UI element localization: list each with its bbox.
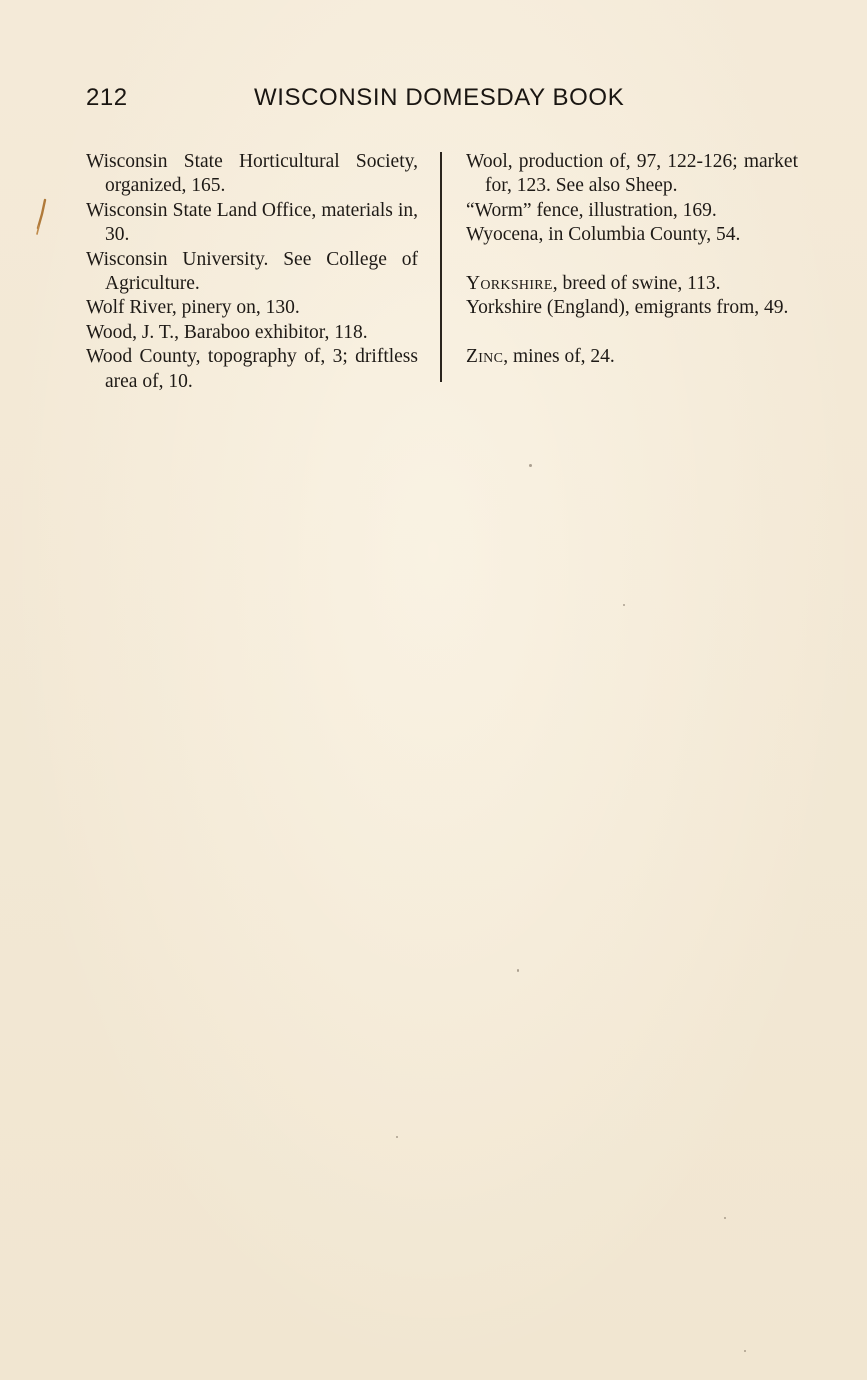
entry-text: , mines of, 24. — [503, 346, 615, 368]
letter-gap — [466, 321, 798, 345]
index-entry: Wolf River, pinery on, 130. — [86, 297, 300, 319]
running-head: WISCONSIN DOMESDAY BOOK — [254, 84, 625, 111]
column-divider — [440, 152, 442, 382]
paper-speck — [529, 464, 532, 467]
page-header — [86, 84, 798, 120]
index-entry: Wood, J. T., Baraboo exhibitor, 118. — [86, 321, 368, 343]
index-entry — [466, 272, 798, 296]
pencil-mark — [34, 198, 48, 238]
index-entry: Wool, production of, 97, 122-126; market for, 123. See also Sheep. — [466, 151, 798, 197]
index-column-left — [86, 150, 418, 394]
entry-heading-smallcaps: Zinc — [466, 346, 504, 368]
paper-speck — [623, 604, 625, 606]
index-entry: “Worm” fence, illustration, 169. — [466, 199, 717, 221]
paper-speck — [396, 1136, 398, 1138]
index-column-right — [466, 150, 798, 370]
index-entry: Wisconsin State Horticultural Society, organized, 165. — [86, 151, 418, 197]
paper-speck — [724, 1217, 726, 1219]
letter-gap — [466, 248, 798, 272]
paper-speck — [744, 1350, 746, 1352]
index-entry: Wood County, topography of, 3; driftless area of, 10. — [86, 346, 418, 392]
index-entry — [466, 296, 798, 320]
entry-text: Yorkshire (England), emigrants from, 49. — [466, 297, 789, 319]
entry-heading-smallcaps: Yorkshire — [466, 273, 553, 295]
page-number: 212 — [86, 84, 128, 111]
index-entry — [466, 345, 798, 369]
index-entry: Wisconsin State Land Office, materials in, 30. — [86, 199, 418, 246]
paper-speck — [517, 969, 519, 972]
index-entry: Wisconsin University. See College of Agriculture. — [86, 248, 418, 295]
entry-text: , breed of swine, 113. — [552, 273, 721, 295]
index-entry: Wyocena, in Columbia County, 54. — [466, 224, 741, 246]
